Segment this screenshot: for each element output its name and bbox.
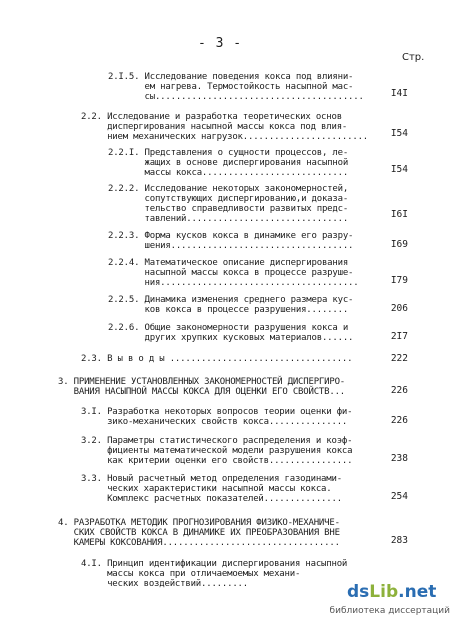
toc-page-number: 226 — [390, 385, 408, 396]
toc-line: 2.I.5. Исследование поведения кокса под влияни- — [108, 72, 354, 82]
page-column-label: Стр. — [402, 52, 425, 63]
toc-line: 4.I. Принцип идентификации диспергирования насыпной — [81, 559, 348, 569]
toc-line: массы кокса при отличаемоемых механи- — [81, 569, 301, 579]
toc-line: тавлений............................... — [108, 214, 349, 224]
toc-line: шения................................... — [108, 241, 354, 251]
toc-line: ния...................................... — [108, 278, 359, 288]
toc-line: 3.2. Параметры статистического распределения и коэф- — [81, 436, 353, 446]
toc-page-number: I4I — [390, 88, 408, 99]
toc-line: тельство справедливости развитых предс- — [108, 204, 349, 214]
toc-line: Комплекс расчетных показателей............... — [81, 494, 342, 504]
dslib-watermark[interactable] — [329, 582, 450, 621]
toc-line: насыпной массы кокса в процессе разруше- — [108, 268, 354, 278]
dslib-logo: dsLib.net — [347, 582, 437, 602]
toc-line: фициенты математической модели разрушения кокса — [81, 446, 353, 456]
toc-line: 2.3. В ы в о д ы ................................... — [81, 354, 353, 364]
toc-line: 2.2.4. Математическое описание диспергирования — [108, 258, 349, 268]
toc-line: диспергирования насыпной массы кокса под влия- — [81, 122, 348, 132]
toc-line: жащих в основе диспергирования насыпной — [108, 158, 349, 168]
toc-line: ем нагрева. Термостойкость насыпной мас- — [108, 82, 354, 92]
toc-line: СКИХ СВОЙСТВ КОКСА В ДИНАМИКЕ ИХ ПРЕОБРАЗОВАНИЯ ВНЕ — [58, 528, 340, 538]
toc-line: зико-механических свойств кокса............... — [81, 417, 348, 427]
toc-line: сопутствующих диспергированию,и доказа- — [108, 194, 349, 204]
page-number: - 3 - — [198, 36, 243, 51]
toc-line: сы........................................ — [108, 92, 364, 102]
toc-line: ческих характеристики насыпной массы кокса. — [81, 484, 332, 494]
toc-page-number: 254 — [390, 491, 408, 502]
toc-page-number: I54 — [390, 164, 408, 175]
toc-line: массы кокса............................ — [108, 168, 349, 178]
toc-line: ВАНИЯ НАСЫПНОЙ МАССЫ КОКСА ДЛЯ ОЦЕНКИ ЕГО СВОЙСТВ... — [58, 387, 346, 397]
toc-page-number: 206 — [390, 303, 408, 314]
toc-line: ков кокса в процессе разрушения........ — [108, 305, 349, 315]
toc-page-number: I79 — [390, 275, 408, 286]
toc-line: 3. ПРИМЕНЕНИЕ УСТАНОВЛЕННЫХ ЗАКОНОМЕРНОСТЕЙ ДИСПЕРГИРО- — [58, 377, 346, 387]
toc-line: 2.2.I. Представления о сущности процессов, ле- — [108, 148, 349, 158]
toc-line: нием механических нагрузок........................ — [81, 132, 369, 142]
toc-line: ческих воздействий......... — [81, 579, 248, 589]
toc-page-number: 2I7 — [390, 331, 408, 342]
toc-line: 3.3. Новый расчетный метод определения газодинами- — [81, 474, 342, 484]
toc-page-number: 238 — [390, 453, 408, 464]
toc-page-number: 283 — [390, 535, 408, 546]
toc-page-number: I6I — [390, 209, 408, 220]
toc-line: других хрупких кусковых материалов...... — [108, 333, 354, 343]
toc-line: 2.2.6. Общие закономерности разрушения кокса и — [108, 323, 349, 333]
toc-page-number: I69 — [390, 239, 408, 250]
dslib-subtitle: библиотека диссертаций — [329, 606, 450, 616]
toc-line: 2.2.2. Исследование некоторых закономерностей, — [108, 184, 349, 194]
toc-page-number: 222 — [390, 353, 408, 364]
toc-page-number: I54 — [390, 128, 408, 139]
toc-line: КАМЕРЫ КОКСОВАНИЯ.................................. — [58, 538, 340, 548]
toc-line: 2.2.3. Форма кусков кокса в динамике его разру- — [108, 231, 354, 241]
toc-page-number: 226 — [390, 415, 408, 426]
toc-line: 4. РАЗРАБОТКА МЕТОДИК ПРОГНОЗИРОВАНИЯ ФИЗИКО-МЕХАНИЧЕ- — [58, 518, 340, 528]
toc-line: 2.2. Исследование и разработка теоретических основ — [81, 112, 342, 122]
toc-line: 3.I. Разработка некоторых вопросов теории оценки фи- — [81, 407, 353, 417]
toc-line: 2.2.5. Динамика изменения среднего размера кус- — [108, 295, 354, 305]
toc-line: как критерии оценки его свойств................ — [81, 456, 353, 466]
